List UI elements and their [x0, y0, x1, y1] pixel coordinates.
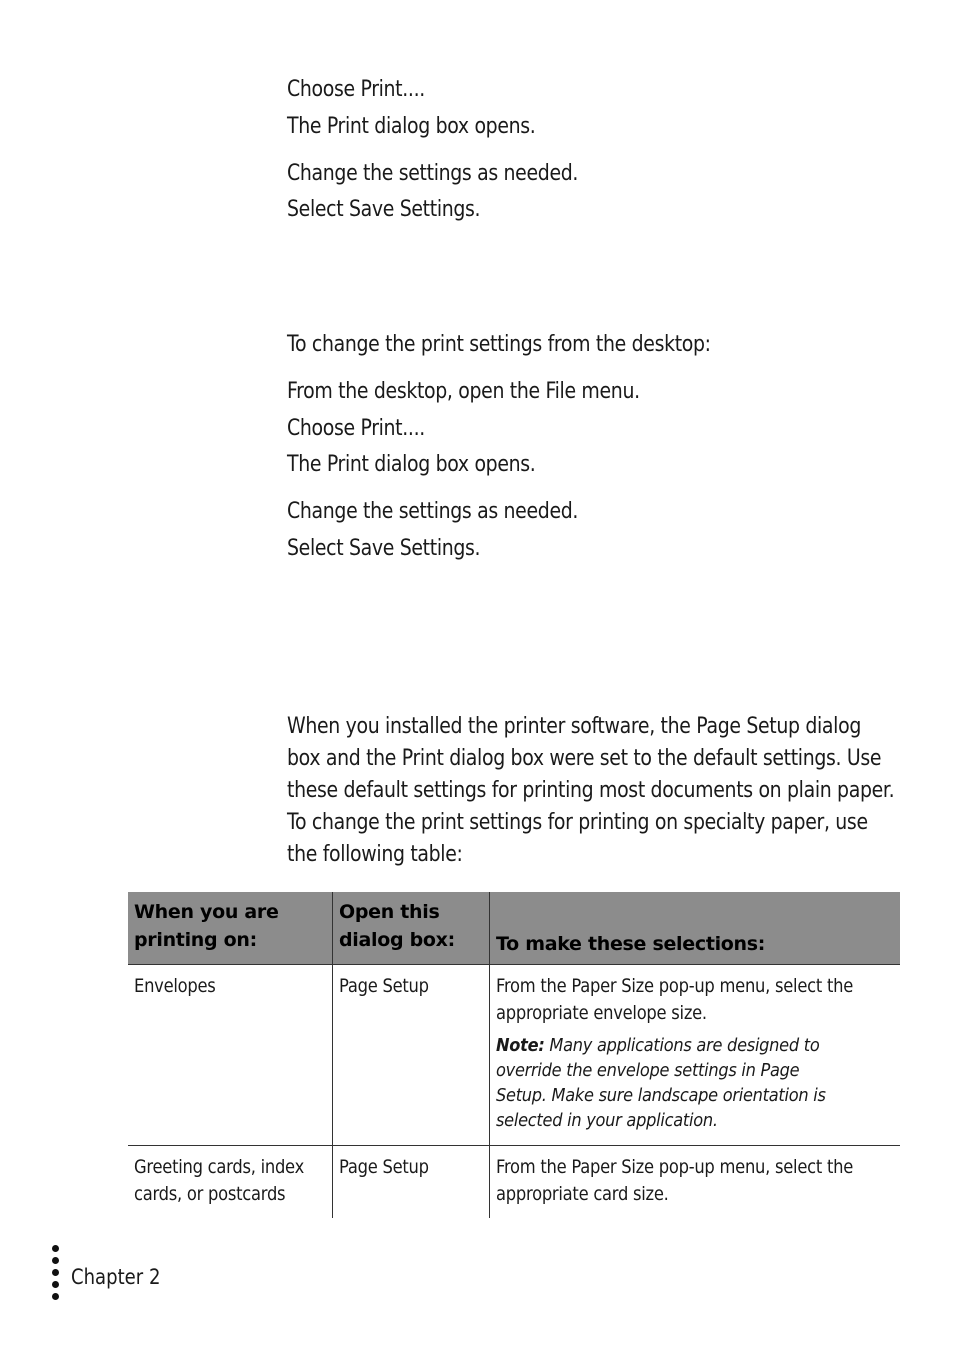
table-row: [128, 1146, 900, 1218]
step-open-file-menu: From the desktop, open the File menu.: [287, 379, 640, 404]
media-text: Greeting cards, index: [134, 1156, 304, 1178]
header-text: Open this: [339, 901, 440, 923]
step-change-settings: Change the settings as needed.: [287, 499, 579, 524]
note-line: override the envelope settings in Page: [496, 1060, 800, 1081]
table-header: [128, 892, 900, 965]
header-dialog-box: [332, 892, 489, 964]
cell-dialog: [332, 965, 489, 1145]
cell-media: [128, 1146, 332, 1218]
step-save-settings: Select Save Settings.: [287, 197, 481, 222]
header-text: dialog box:: [339, 929, 455, 951]
header-text: When you are: [134, 901, 279, 923]
cell-dialog: [332, 1146, 489, 1218]
step-choose-print: Choose Print....: [287, 416, 425, 441]
table-row: [128, 965, 900, 1146]
paragraph-line: To change the print settings for printing on specialty paper, use: [287, 810, 868, 835]
dot: [52, 1257, 59, 1264]
selection-text: appropriate envelope size.: [496, 1002, 707, 1024]
dialog-text: Page Setup: [339, 975, 429, 997]
default-settings-paragraph: [287, 711, 954, 871]
note-label: Note:: [496, 1035, 545, 1056]
footer-dots-ornament: [52, 1245, 62, 1305]
header-selections: [489, 892, 900, 964]
dot: [52, 1293, 59, 1300]
specialty-paper-table: [128, 892, 900, 1218]
dialog-text: Page Setup: [339, 1156, 429, 1178]
cell-selection: [489, 1146, 900, 1218]
paragraph-line: the following table:: [287, 842, 463, 867]
dot: [52, 1281, 59, 1288]
selection-text: From the Paper Size pop-up menu, select the: [496, 1156, 853, 1178]
paragraph-line: box and the Print dialog box were set to the default settings. Use: [287, 746, 882, 771]
envelope-note: [496, 1033, 894, 1133]
note-text: Many applications are designed to: [544, 1035, 820, 1056]
paragraph-line: When you installed the printer software, the Page Setup dialog: [287, 714, 861, 739]
dot: [52, 1245, 59, 1252]
cell-media: [128, 965, 332, 1145]
footer-chapter-label: Chapter 2: [71, 1265, 161, 1289]
step-result-print-dialog: The Print dialog box opens.: [287, 114, 536, 139]
note-line: Setup. Make sure landscape orientation is: [496, 1085, 826, 1106]
note-line: selected in your application.: [496, 1110, 718, 1131]
selection-text: appropriate card size.: [496, 1183, 669, 1205]
media-text: cards, or postcards: [134, 1183, 286, 1205]
media-text: Envelopes: [134, 975, 216, 997]
header-text: To make these selections:: [496, 933, 766, 955]
step-save-settings: Select Save Settings.: [287, 536, 481, 561]
step-choose-print: Choose Print....: [287, 77, 425, 102]
note-line: [496, 1033, 854, 1058]
step-change-settings: Change the settings as needed.: [287, 161, 579, 186]
header-printing-on: [128, 892, 332, 964]
header-text: printing on:: [134, 929, 257, 951]
selection-text: From the Paper Size pop-up menu, select the: [496, 975, 853, 997]
paragraph-line: these default settings for printing most documents on plain paper.: [287, 778, 895, 803]
cell-selection: [489, 965, 900, 1145]
desktop-intro-text: To change the print settings from the desktop:: [287, 332, 711, 357]
dot: [52, 1269, 59, 1276]
step-result-print-dialog: The Print dialog box opens.: [287, 452, 536, 477]
